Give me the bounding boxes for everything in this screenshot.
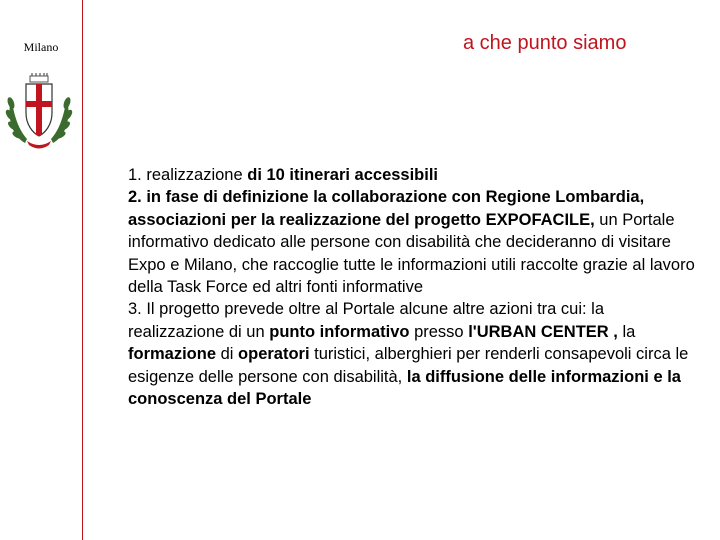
item-3-bold-3: formazione <box>128 345 217 364</box>
item-3-text-3: la <box>617 322 636 341</box>
item-3-text-1: 3. Il progetto prevede oltre al Portale alcune altre azioni tra cui: la realizzazione di un <box>128 300 605 341</box>
laurel-left-icon <box>5 96 27 143</box>
milan-coat-of-arms-icon <box>5 73 73 153</box>
city-name: Milano <box>23 40 59 54</box>
item-3-bold-4: operatori <box>238 345 310 364</box>
laurel-right-icon <box>51 96 73 143</box>
page-title: a che punto siamo <box>463 32 627 54</box>
item-2 <box>128 186 703 298</box>
item-3 <box>128 298 703 410</box>
item-3-bold-1: punto informativo <box>269 322 410 341</box>
sidebar-divider <box>82 0 83 540</box>
item-2-text: un Portale informativo dedicato alle persone con disabilità che decideranno di visitare Expo e Milano, che raccoglie tutte le informazioni utili raccolte grazie al lavoro della Task Force ed altri fonti informative <box>128 210 695 297</box>
item-3-text-2: presso <box>409 322 469 341</box>
item-2-bold: 2. in fase di definizione la collaborazione con Regione Lombardia, associazioni per la realizzazione del progetto EXPOFACILE, <box>128 188 645 229</box>
sidebar <box>0 0 82 540</box>
item-1-number: 1. <box>128 166 147 184</box>
item-1-bold: di 10 itinerari accessibili <box>247 166 439 184</box>
item-3-text-4: di <box>216 345 239 364</box>
shield-icon <box>26 84 52 136</box>
item-3-bold-5: la diffusione delle informazioni e la conoscenza del Portale <box>128 367 681 409</box>
item-3-bold-2: l'URBAN CENTER , <box>468 322 618 341</box>
body-text <box>128 164 703 410</box>
item-1-text: realizzazione <box>146 166 248 184</box>
item-3-text-5: turistici, alberghieri per renderli consapevoli circa le esigenze delle persone con disabilità, <box>128 345 689 386</box>
crown-icon <box>30 73 48 82</box>
item-1 <box>128 164 703 186</box>
ribbon-icon <box>27 141 51 149</box>
